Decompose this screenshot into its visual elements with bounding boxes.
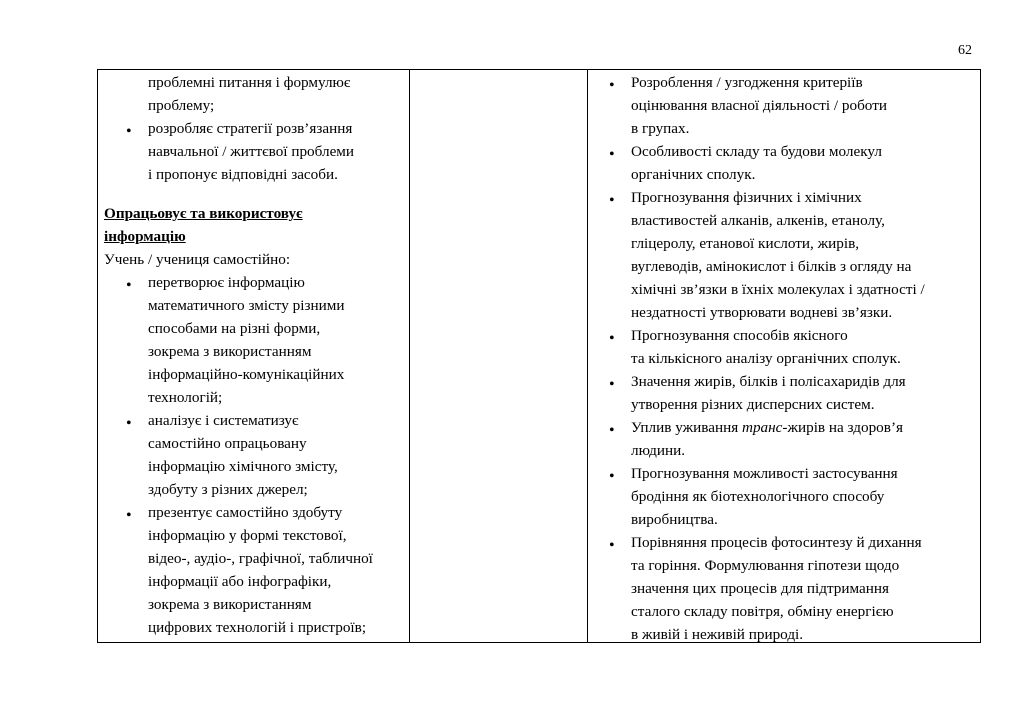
text-line: самостійно опрацьовану xyxy=(148,435,307,452)
text-line: перетворює інформацію xyxy=(148,274,305,291)
list-item xyxy=(104,271,409,409)
text-line: інформації або інфографіки, xyxy=(148,573,332,590)
text-line: і пропонує відповідні засоби. xyxy=(148,166,338,183)
text-line: зокрема з використанням xyxy=(148,343,312,360)
content-column xyxy=(587,70,980,642)
list-item xyxy=(104,501,409,639)
list-item xyxy=(595,370,980,416)
text-line: в групах. xyxy=(631,120,690,137)
text-line: відео-, аудіо-, графічної, табличної xyxy=(148,550,373,567)
text-fragment: -жирів на здоров’я xyxy=(782,419,903,436)
text-line: сталого складу повітря, обміну енергією xyxy=(631,603,894,620)
text-line: Значення жирів, білків і полісахаридів для xyxy=(631,373,906,390)
list-item xyxy=(595,324,980,370)
list-item xyxy=(595,416,980,462)
text-line: утворення різних дисперсних систем. xyxy=(631,396,875,413)
text-line: аналізує і систематизує xyxy=(148,412,299,429)
text-line: зокрема з використанням xyxy=(148,596,312,613)
text-line: розробляє стратегії розв’язання xyxy=(148,120,353,137)
text-line: значення цих процесів для підтримання xyxy=(631,580,890,597)
italic-term: транс xyxy=(741,419,783,436)
text-line: інформацію у формі текстової, xyxy=(148,527,347,544)
competency-column xyxy=(98,70,409,642)
text-line: та горіння. Формулювання гіпотези щодо xyxy=(631,557,900,574)
list-item xyxy=(104,409,409,501)
text-line: хімічні зв’язки в їхніх молекулах і здатності / xyxy=(631,281,925,298)
text-line: презентує самостійно здобуту xyxy=(148,504,343,521)
text-line: нездатності утворювати водневі зв’язки. xyxy=(631,304,893,321)
text-line: людини. xyxy=(631,442,686,459)
list-item xyxy=(595,531,980,646)
text-line: та кількісного аналізу органічних сполук. xyxy=(631,350,901,367)
list-item xyxy=(595,71,980,140)
text-line: виробництва. xyxy=(631,511,718,528)
text-line: математичного змісту різними xyxy=(148,297,345,314)
text-line: інформацію хімічного змісту, xyxy=(148,458,338,475)
text-line: Порівняння процесів фотосинтезу й дихання xyxy=(631,534,922,551)
list-item xyxy=(104,117,409,186)
text-line: в живій і неживій природі. xyxy=(631,626,804,643)
text-line: Особливості складу та будови молекул xyxy=(631,143,882,160)
text-line: властивостей алканів, алкенів, етанолу, xyxy=(631,212,885,229)
text-line: вуглеводів, амінокислот і білків з огляду на xyxy=(631,258,912,275)
text-line: Прогнозування можливості застосування xyxy=(631,465,898,482)
text-line: проблему; xyxy=(148,97,215,114)
curriculum-table xyxy=(97,69,981,643)
text-fragment: Уплив уживання xyxy=(631,419,742,436)
intro-text: Учень / учениця самостійно: xyxy=(104,251,291,268)
list-item xyxy=(595,186,980,324)
section-heading: інформацію xyxy=(104,228,186,245)
text-line: технологій; xyxy=(148,389,223,406)
empty-column xyxy=(409,70,587,642)
text-line: гліцеролу, етанової кислоти, жирів, xyxy=(631,235,860,252)
text-line: цифрових технологій і пристроїв; xyxy=(148,619,367,636)
list-item xyxy=(595,140,980,186)
text-line: навчальної / життєвої проблеми xyxy=(148,143,355,160)
text-line: оцінювання власної діяльності / роботи xyxy=(631,97,887,114)
text-line: способами на різні форми, xyxy=(148,320,321,337)
text-line: Прогнозування способів якісного xyxy=(631,327,848,344)
text-line: бродіння як біотехнологічного способу xyxy=(631,488,885,505)
text-line: здобуту з різних джерел; xyxy=(148,481,308,498)
text-line: Прогнозування фізичних і хімічних xyxy=(631,189,862,206)
text-line: інформаційно-комунікаційних xyxy=(148,366,345,383)
section-heading: Опрацьовує та використовує xyxy=(104,205,303,222)
page-number: 62 xyxy=(958,43,972,58)
text-line: Розроблення / узгодження критеріїв xyxy=(631,74,863,91)
text-line: проблемні питання і формулює xyxy=(148,74,351,91)
list-item xyxy=(595,462,980,531)
text-line: органічних сполук. xyxy=(631,166,756,183)
